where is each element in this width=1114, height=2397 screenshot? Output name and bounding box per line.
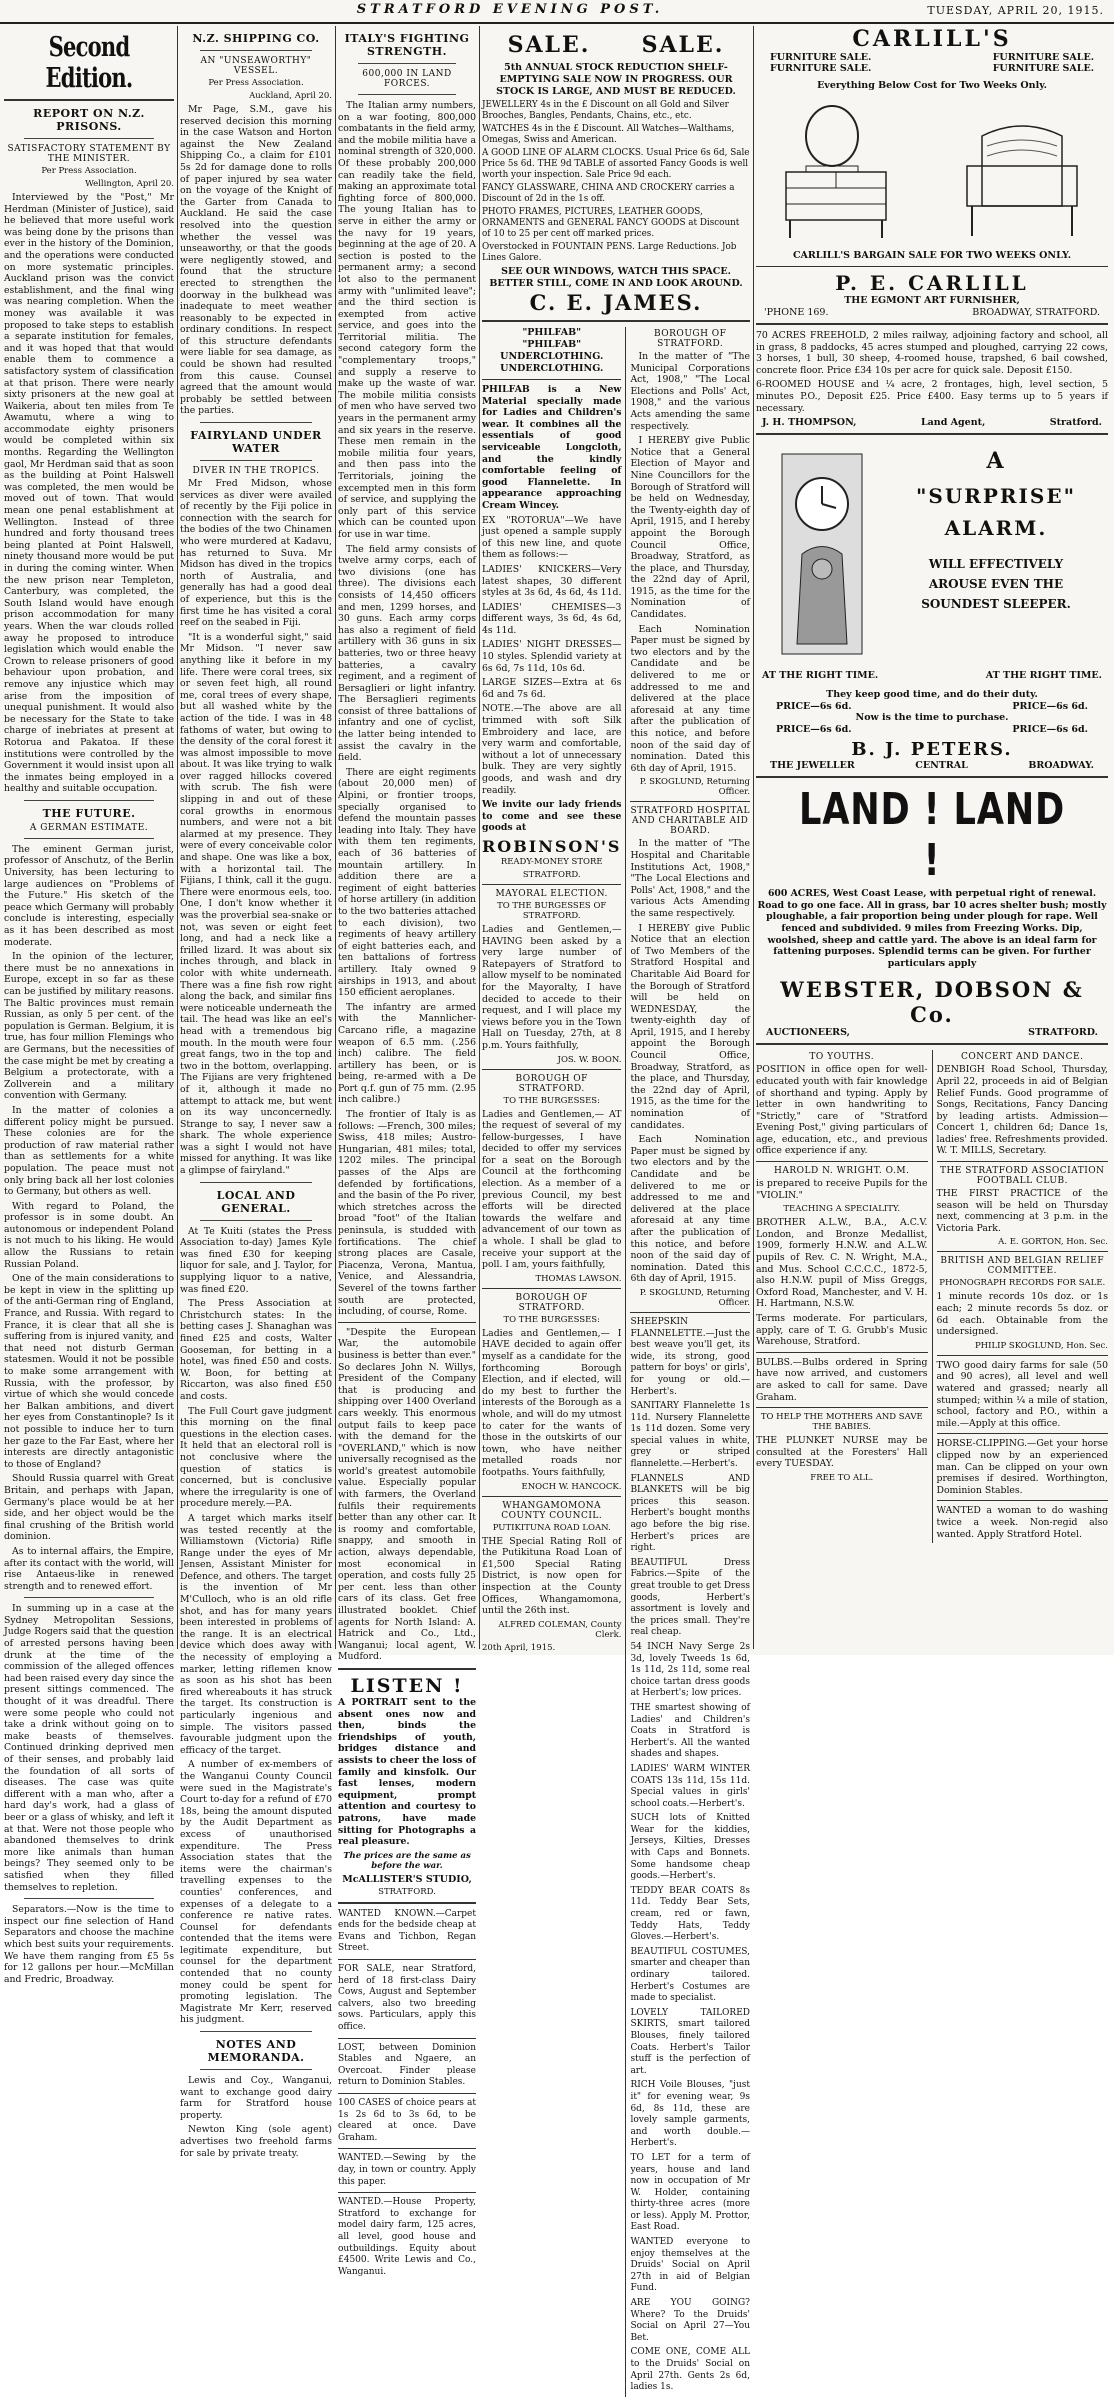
sale-subheading: 5th ANNUAL STOCK REDUCTION SHELF-EMPTYING SALE NOW IN PROGRESS. OUR STOCK IS LARGE, AND MUST BE REDUCED.	[496, 62, 736, 97]
advert-text: "Despite the European War, the automobile business is better than ever." So declares John N. Willys, President of the Company that is producing and shipping over 1400 Overland cars weekly. This enormous output fails to keep pace with the demand for the "OVERLAND," which is now universally recognised as the world's greatest automobile value. Especially popular with farmers, the Overland fulfils their requirements better than any other car. It is roomy and comfortable, snappy, and smooth in action, always dependable, most economical in operation, and costs fully 25 per cent. less than other cars of its class. Get free illustrated booklet. Chief agents for North Island: A. Hatrick and Co., Ltd., Wanganui; local agent, W. Mudford.	[338, 1326, 476, 1663]
notice-text: I HEREBY give Public Notice that a General Election of Mayor and Nine Councillors for the Borough of Stratford will be held on Wednesday, the Twenty-eighth day of April, 1915, and I hereby appoint the Borough Council Office, Broadway, Stratford, as the place, and Thursday, the 22nd day of April, 1915, as the time for the Nomination of Candidates.	[630, 435, 750, 621]
robinson-name: ROBINSON'S	[482, 836, 622, 856]
notice-text: THE FIRST PRACTICE of the season will be held on Thursday next, commencing at 3 p.m. in the Victoria Park.	[936, 1188, 1108, 1234]
classified-ad: HORSE-CLIPPING.—Get your horse clipped now by an experienced man. Can be clipped on your own premises if desired. Worthington, Dominion Stables.	[936, 1438, 1108, 1496]
article-heading: REPORT ON N.Z. PRISONS.	[33, 107, 145, 133]
notice-signature: ALFRED COLEMAN, County Clerk.	[498, 1619, 622, 1640]
article-text: "It is a wonderful sight," said Mr Midson. "I never saw anything like it before in my life. There were coral trees, six or seven feet high, all round me, coral trees of every shape, but all washed white by the action of the tide. I was in 48 fathoms of water, but owing to the density of the coral forest it was almost impossible to move about. It was like trying to walk over ragged hillocks covered with scrub. The fish were slipping in and out of these coral growths in enormous numbers, and were not a bit alarmed at my presence. They were of every conceivable color and shape. One was like a box, with a horizontal tail. The Fijians, I think, call it the gugu. There were enormous eels, too. One, I don't know whether it was the proverbial sea-snake or not, was seven or eight feet long, and had a neck like a frilled lizard. It was about six inches through, and black in color with white underneath. There was a fine fish row right along the back, and similar fins were noticeable underneath the tail. The head was like an eel's head with a tremendous big mouth. In the mouth were four great fangs, two in the top and two in the bottom, overlapping. The Fijians are very frightened of it, although it made no attempt to attack me, but went on its way unconcernedly. Strange to say, I never saw a shark. The whole experience was a sight I would not have missed for anything. It was like a glimpse of fairyland."	[180, 631, 332, 1177]
dateline: Auckland, April 20.	[249, 91, 332, 101]
column-1	[4, 26, 174, 1985]
column-rule	[753, 26, 754, 1649]
property-listing: 6-ROOMED HOUSE and ¼ acre, 2 frontages, high, level section, 5 minutes P.O., Deposit £25. Price £400. Easy terms up to 5 years if necessary.	[756, 379, 1108, 414]
notice-text: Ladies and Gentlemen,— I HAVE decided to again offer myself as a candidate for the forthcoming Borough Election, and if elected, will do my best to further the interests of the Borough as a whole, and will do my utmost to cater for the wants of those in the outskirts of our town, who have neither metalled roads nor footpaths. Yours faithfully,	[482, 1327, 622, 1478]
robinson-town: STRATFORD.	[522, 869, 581, 880]
article-text: As to internal affairs, the Empire, after its contact with the world, will rise Antaeus-like in renewed strength and to renewed effort.	[4, 1545, 174, 1592]
masthead-date: TUESDAY, APRIL 20, 1915.	[927, 4, 1104, 17]
alarm-a: A	[986, 448, 1006, 475]
classified-ad: SHEEPSKIN FLANNELETTE.—Just the best weave you'll get, its wide, its strong, good pattern for boys' or girls', for young or old.—Herbert's.	[630, 1316, 750, 1397]
teacher-text: Terms moderate. For particulars, apply, care of T. G. Grubb's Music Warehouse, Stratford.	[756, 1313, 928, 1348]
notice-subheading: TO THE BURGESSES OF STRATFORD.	[497, 900, 607, 921]
masthead-title: STRATFORD EVENING POST.	[356, 2, 664, 17]
notice-text: In the matter of "The Municipal Corporations Act, 1908," "The Local Elections and Polls' Act, 1908," and the various Acts amending the same respectively.	[630, 351, 750, 432]
classified-ad: TWO good dairy farms for sale (50 and 90 acres), all level and well watered and grassed; nearly all stumped; within ¼ a mile of station, school, factory and P.O., within a mile.—Apply at this office.	[936, 1359, 1108, 1429]
carlill-advert	[756, 26, 1108, 318]
notice-heading: WHANGAMOMONA COUNTY COUNCIL.	[501, 1500, 603, 1521]
article-text: The field army consists of twelve army corps, each of two divisions (one has three). The divisions each consists of 14,450 officers and men, 1299 horses, and 30 guns. Each army corps has also a regiment of field artillery with 36 guns in six batteries, two or three heavy batteries, a cavalry regiment, and a regiment of Bersaglieri or light infantry. The Bersaglieri regiments consist of three battalions of infantry and one of cyclist, the latter being intended to assist the cavalry in the field.	[338, 543, 476, 764]
notice-text: Ladies and Gentlemen,— AT the request of several of my fellow-burgesses, I have decided to offer my services for a seat on the Borough Council at the forthcoming election. As a member of a previous Council, my best efforts will be directed towards the welfare and advancement of our town as a whole. I shall be glad to receive your support at the poll. I am, yours faithfully,	[482, 1108, 622, 1271]
article-text: The eminent German jurist, professor of Anschutz, of the Berlin University, has been lecturing to large audiences on "Problems of the Future." His sketch of the peace which Germany will probably conclude is interesting, especially as it has been described as most moderate.	[4, 843, 174, 948]
notice-heading: THE STRATFORD ASSOCIATION FOOTBALL CLUB.	[939, 1166, 1105, 1187]
advert-town: STRATFORD.	[378, 1886, 436, 1897]
alarm-surprise: "SURPRISE"	[915, 484, 1077, 509]
article-text: A target which marks itself was tested recently at the Williamstown (Victoria) Rifle Range under the eyes of Mr Jensen, Assistant Minister for Defence, and others. The target is the invention of Mr M'Culloch, who is an old rifle shot, and has for many years been interested in problems of the range. It is an electrical device which does away with the necessity of employing a marker, letting riflemen know as soon as his shot has been fired whereabouts it has struck the target. Its construction is particularly ingenious and simple. The visitors passed favourable judgment upon the efficacy of the target.	[180, 1512, 332, 1756]
article-text: In the opinion of the lecturer, there must be no annexations in Europe, except in so far as these can be justified by military reasons. The Baltic provinces must remain Russian, as only 5 per cent. of the population is German. Belgium, it is true, has four million Flemings who are Germans, but the necessities of the case might be met by creating a Belgium a protectorate, with a Zollverein and a military convention with Germany.	[4, 951, 174, 1102]
classified-ad: LOST, between Dominion Stables and Ngaere, an Overcoat. Finder please return to Dominion Stables.	[338, 2042, 476, 2088]
notice-signature: ENOCH W. HANCOCK.	[521, 1481, 622, 1492]
auctioneer-town: STRATFORD.	[1028, 1027, 1098, 1039]
classified-ad: 100 CASES of choice pears at 1s 2s 6d to 3s 6d, to be cleared at once. Dave Graham.	[338, 2098, 476, 2143]
alarm-price: PRICE—6s 6d.	[1012, 724, 1088, 736]
article-text: Mr Fred Midson, whose services as diver were availed of recently by the Fiji police in connection with the search for the bodies of the two Chinamen who were murdered at Kadavu, has returned to Suva. Mr Midson has dived in the tropics north of Australia, and generally has had a good deal of experience, but this is the first time he has visited a coral reef on the seabed in Fiji.	[180, 478, 332, 629]
sale-advert	[482, 32, 750, 315]
byline: Per Press Association.	[208, 78, 304, 88]
alarm-line: AROUSE EVEN THE	[928, 577, 1064, 592]
sale-line: JEWELLERY 4s in the £ Discount on all Gold and Silver Brooches, Bangles, Pendants, Chains, etc., etc.	[482, 100, 729, 121]
philfab-subheading: UNDERCLOTHING.	[500, 363, 604, 374]
notice-text: 1 minute records 10s doz. or 1s each; 2 minute records 5s doz. or 6d each. Obtainable from the undersigned.	[936, 1291, 1108, 1338]
column-5	[756, 26, 1108, 1649]
classified-ad: FLANNELS AND BLANKETS will be big prices this season. Herbert's bought months ago before the big rise. Herbert's prices are right.	[630, 1473, 750, 1554]
teacher-text: is prepared to receive Pupils for the "VIOLIN."	[756, 1178, 928, 1201]
agent-town: Stratford.	[1049, 417, 1102, 429]
notice-signature: THOMAS LAWSON.	[535, 1273, 622, 1284]
sale-heading: SALE.	[507, 32, 591, 58]
alarm-title: ALARM.	[944, 516, 1048, 541]
notice-text: Each Nomination Paper must be signed by two electors and by the Candidate and be delivered to me or addressed to me and delivered at the place aforesaid at any time after the publication of this notice, and before noon of the said day of nomination. Dated this 6th day of April, 1915.	[630, 1134, 750, 1285]
article-text: Lewis and Coy., Wanganui, want to exchange good dairy farm for Stratford house property.	[180, 2075, 332, 2121]
article-text: Newton King (sole agent) advertises two freehold farms for sale by private treaty.	[180, 2124, 332, 2159]
furniture-sale: FURNITURE SALE.	[992, 63, 1094, 74]
alarm-line: SOUNDEST SLEEPER.	[921, 597, 1071, 612]
edition-title: Second Edition.	[45, 32, 133, 94]
article-text: A number of ex-members of the Wanganui County Council were sued in the Magistrate's Court to-day for a refund of £70 18s, being the amount disputed by the Audit Department as excess of unauthorised expenditure. The Press Association states that the items were the chairman's travelling expenses to the counties' conferences, and expenses of a delegate to a conference re native rates. Counsel for defendants contended that the items were legitimate expenditure, but counsel for the department contended that no county money could be spent for promoting legislation. The Magistrate Mr Kerr, reserved his judgment.	[180, 1759, 332, 2026]
classified-ad: WANTED KNOWN.—Carpet ends for the bedside cheap at Evans and Tichbon, Regan Street.	[338, 1908, 476, 1954]
alarm-keep: They keep good time, and do their duty.	[826, 689, 1038, 701]
article-subheading: SATISFACTORY STATEMENT BY THE MINISTER.	[7, 144, 171, 164]
agent-title: Land Agent,	[920, 417, 986, 429]
classified-ad: BEAUTIFUL Dress Fabrics.—Spite of the great trouble to get Dress goods, Herbert's assortment is lovely and the prices small. They're real cheap.	[630, 1557, 750, 1638]
classified-ad: WANTED a woman to do washing twice a week. Non-regid also wanted. Apply Stratford Hotel.	[936, 1505, 1108, 1540]
classified-ad: COME ONE, COME ALL to the Druids' Social on April 27th. Gents 2s 6d, ladies 1s.	[630, 2347, 750, 2393]
notice-text: Ladies and Gentlemen,— HAVING been asked by a very large number of Ratepayers of Stratford to allow myself to be nominated for the Mayoralty, I have decided to accede to their request, and I will place my views before you in the Town Hall on Tuesday, 27th, at 8 p.m. Yours faithfully,	[482, 923, 622, 1051]
sale-advertiser: C. E. JAMES.	[529, 290, 703, 315]
borough-notices	[630, 327, 750, 2397]
agent-name: J. H. THOMPSON,	[762, 417, 857, 429]
advert-text: NOTE.—The above are all trimmed with soft Silk Embroidery and lace, are very warm and comfortable, without a lot of unnecessary bulk. They are very sightly goods, and wash and dry readily.	[482, 703, 622, 796]
advert-text: LADIES' NIGHT DRESSES—10 styles. Splendid variety at 6s 6d, 7s 11d, 10s 6d.	[482, 639, 622, 674]
notice-heading: BOROUGH OF STRATFORD.	[515, 1292, 588, 1313]
alarm-price: PRICE—6s 6d.	[776, 724, 852, 736]
notice-subheading: PHONOGRAPH RECORDS FOR SALE.	[939, 1278, 1106, 1289]
property-listing: 70 ACRES FREEHOLD, 2 miles railway, adjoining factory and school, all in grass, 8 paddocks, 45 acres stumped and ploughed, carrying 22 cows, 3 horses, 1 bull, 30 sheep, 4-roomed house, trapshed, 6 bail cowshed, concrete floor. Price £34 10s per acre for quick sale. Deposit £150.	[756, 330, 1108, 376]
classified-ad: WANTED.—House Property, Stratford to exchange for model dairy farm, 125 acres, all level, good house and outbuildings. Equity about £4500. Write Lewis and Co., Wanganui.	[338, 2197, 476, 2277]
column-rule	[479, 26, 480, 1649]
advert-text: We invite our lady friends to come and see these goods at	[482, 799, 622, 834]
notice-text: THE Special Rating Roll of the Putikituna Road Loan of £1,500 Special Rating District, is now open for inspection at the County Offices, Whangamomona, until the 26th inst.	[482, 1535, 622, 1617]
teacher-specialty: TEACHING A SPECIALITY.	[783, 1204, 901, 1215]
dateline: Wellington, April 20.	[85, 179, 174, 189]
classified-ad: 54 INCH Navy Serge 2s 3d, lovely Tweeds 1s 6d, 1s 11d, 2s 11d, some real choice tartan dress goods at Herbert's; low prices.	[630, 1641, 750, 1699]
notice-signature: P. SKOGLUND, Returning Officer.	[639, 1287, 750, 1308]
auctioneer-title: AUCTIONEERS,	[766, 1027, 850, 1039]
classified-ad: RICH Voile Blouses, "just it" for evening wear, 9s 6d, 8s 11d, these are lovely sample garments, and worth double.—Herbert's.	[630, 2080, 750, 2149]
advert-text: LARGE SIZES—Extra at 6s 6d and 7s 6d.	[482, 677, 622, 700]
notice-subheading: TO THE BURGESSES:	[503, 1095, 600, 1106]
jeweller-location: CENTRAL	[915, 760, 968, 772]
philfab-advert	[482, 327, 626, 2397]
article-subheading: DIVER IN THE TROPICS.	[192, 466, 320, 477]
advert-note: The prices are the same as before the war.	[343, 1850, 471, 1871]
byline: Per Press Association.	[41, 166, 137, 176]
article-text: In the matter of colonies a different policy might be pursued. These colonies are for the production of raw material rather than as settlements for a white population. The peace must not only bring back all her lost colonies to Germany, but others as well.	[4, 1104, 174, 1198]
article-text: The frontier of Italy is as follows: —French, 300 miles; Swiss, 418 miles; Austro-Hungarian, 481 miles; total, 1202 miles. The principal passes of the Alps are defended by fortifications, and the basin of the Po river, which stretches across the broad "foot" of the Italian peninsula, is studded with fortifications. The chief strong places are Casale, Piacenza, Verona, Mantua, Venice, and Alessandria, Severel of the towns farther south are protected, including, of course, Rome.	[338, 1109, 476, 1318]
furniture-illustration	[762, 96, 1102, 246]
article-text: The Full Court gave judgment this morning on the final questions in the election cases. It held that an electoral roll is not conclusive where the question of statics is concerned, but is conclusive where the irregularity is one of procedure merely.—P.A.	[180, 1405, 332, 1510]
article-subheading: A GERMAN ESTIMATE.	[29, 822, 149, 833]
classified-ad: TO LET for a term of years, house and land now in occupation of Mr W. Holder, containing thirty-three acres (more or less). Apply M. Prottor, East Road.	[630, 2152, 750, 2233]
sale-line: PHOTO FRAMES, PICTURES, LEATHER GOODS, ORNAMENTS and GENERAL FANCY GOODS at Discount of 10 to 25 per cent off marked prices.	[482, 207, 740, 239]
notice-heading: BRITISH AND BELGIAN RELIEF COMMITTEE.	[940, 1256, 1105, 1277]
article-subheading: 600,000 IN LAND FORCES.	[362, 69, 452, 89]
teacher-name: HAROLD N. WRIGHT. O.M.	[774, 1166, 910, 1177]
philfab-heading: "PHILFAB"	[522, 339, 582, 350]
classified-ad: SUCH lots of Knitted Wear for the kiddies, Jerseys, Kilties, Dresses with Caps and Bonnets. Some handsome cheap goods.—Herbert's.	[630, 1813, 750, 1882]
advert-text: PHILFAB is a New Material specially made for Ladies and Children's wear. It combines all the essentials of good serviceable Longcloth, and the kindly comfortable feeling of good Flannelette. In appearance approaching Cream Wincey.	[482, 384, 622, 511]
teacher-text: BROTHER A.L.W., B.A., A.C.V. London, and Bronze Medallist, 1909, formerly H.N.W. and A.L.W. pupils of Rev. C. N. Wright, M.A., and Mus. School C.C.C.C., 1872-5, also H.N.W. pupil of Miss Greggs, Oxford Road, Manchester, and V. H. H. Hartmann, N.S.W.	[756, 1217, 928, 1310]
alarm-advert	[756, 440, 1108, 670]
notice-heading: TO YOUTHS.	[809, 1052, 875, 1063]
carlill-phone: 'PHONE 169.	[764, 307, 829, 318]
carlill-name: P. E. CARLILL	[835, 271, 1029, 295]
column-3	[338, 26, 476, 2277]
advert-text: Separators.—Now is the time to inspect our fine selection of Hand Separators and choose the machine which best suits your requirements. We have them ranging from £5 5s for 12 gallons per hour.—McMillan and Fredric, Broadway.	[4, 1904, 174, 1985]
advert-name: McALLISTER'S STUDIO,	[342, 1873, 472, 1885]
sale-line: FANCY GLASSWARE, CHINA AND CROCKERY carries a Discount of 2d in the 1s off.	[482, 183, 735, 204]
jeweller-name: B. J. PETERS.	[851, 739, 1013, 761]
philfab-heading: "PHILFAB"	[522, 327, 582, 338]
philfab-subheading: UNDERCLOTHING.	[500, 351, 604, 362]
notice-heading: CONCERT AND DANCE.	[961, 1052, 1084, 1063]
article-heading: THE FUTURE.	[42, 806, 136, 820]
sale-line: A GOOD LINE OF ALARM CLOCKS. Usual Price 6s 6d, Sale Price 5s 6d. THE 9d TABLE of assorted Fancy Goods is well worth your inspection. Sale Price 9d each.	[482, 148, 750, 180]
article-text: In summing up in a case at the Sydney Metropolitan Sessions, Judge Rogers said that the question of arrested persons having been drunk at the time of the commission of the alleged offences had been raised every day since the present sittings commenced. The thought of it was dreadful. There were some people who could not take a drink without going on to make beasts of themselves. Continued drinking deprived men of their senses, and probably laid the foundation of all sorts of diseases. The case was quite different with a man who, after a hard day's work, had a glass of beer or a glass of whisky, and left it at that. Were not those people who abandoned themselves to drink more like animals than human beings? They seemed only to be satisfied when they filled themselves to repletion.	[4, 1603, 174, 1893]
article-subheading: AN "UNSEAWORTHY" VESSEL.	[200, 56, 312, 76]
article-heading: ITALY'S FIGHTING STRENGTH.	[344, 32, 470, 58]
article-heading: N.Z. SHIPPING CO.	[192, 32, 320, 45]
alarm-price: PRICE—6s 6d.	[776, 701, 852, 713]
alarm-now: Now is the time to purchase.	[855, 712, 1009, 724]
advert-text: A PORTRAIT sent to the absent ones now and then, binds the friendships of youth, bridges distance and assists to cheer the loss of family and kinsfolk. Our fast lenses, modern equipment, prompt attention and courtesy to patrons, have made sitting for Photographs a real pleasure.	[338, 1696, 476, 1848]
advert-text: LADIES' KNICKERS—Very latest shapes, 30 different styles at 3s 6d, 4s 6d, 4s 11d.	[482, 563, 622, 599]
notice-heading: MAYORAL ELECTION.	[495, 888, 608, 899]
article-text: Mr Page, S.M., gave his reserved decision this morning in the case Watson and Horton against the New Zealand Shipping Co., a claim for £101 5s 2d for damage done to rolls of paper injured by sea water on the voyage of the Knight of the Garter from Canada to Auckland. He said the case resolved into the question whether the vessel was unseaworthy, or that the goods were negligently stowed, and found that the structure erected to strengthen the doorway in the bulkhead was inadequate to meet weather reasonably to be expected in ordinary conditions. In respect of this structure defendants were liable for sea damage, as could be shown had resulted from this cause. Counsel agreed that the amount would probably be settled between the parties.	[180, 104, 332, 417]
clock-illustration	[762, 444, 882, 664]
notice-signature: A. E. GORTON, Hon. Sec.	[998, 1237, 1108, 1248]
masthead	[0, 0, 1114, 24]
advert-text: EX "ROTORUA"—We have just opened a sample supply of this new line, and quote them as follows:—	[482, 514, 622, 561]
article-text: The Italian army numbers, on a war footing, 800,000 combatants in the field army, and the mobile militia have a nominal strength of 320,000. Of these probably 200,000 can readily take the field, making an approximate total fighting force of 800,000. The young Italian has to serve in either the army or the navy for 19 years, beginning at the age of 20. A section is posted to the permanent army; a second lot also to the permanent army with "unlimited leave"; and the third section is exempted from active service, and goes into the Territorial militia. The second category form the "complementary troops," and supply a reserve to make up the waste of war. The mobile militia consists of men who have served two years in the permanent army and six years in the reserve. These men remain in the mobile militia four years, and then pass into the Territorials, joining the excempted men in this form of service, and supplying the only part of this service which can be counted upon for use in war time.	[338, 100, 476, 540]
furniture-sale: FURNITURE SALE.	[770, 63, 872, 74]
column-4	[482, 26, 750, 2393]
sale-heading: SALE.	[641, 32, 725, 58]
carlill-title: THE EGMONT ART FURNISHER,	[844, 295, 1020, 306]
carlill-address: BROADWAY, STRATFORD.	[972, 307, 1100, 318]
notice-signature: PHILIP SKOGLUND, Hon. Sec.	[974, 1340, 1108, 1351]
classified-ad: BEAUTIFUL COSTUMES, smarter and cheaper than ordinary tailored. Herbert's Costumes are made to specialist.	[630, 1946, 750, 2004]
alarm-price: PRICE—6s 6d.	[1012, 701, 1088, 713]
classified-ad: BULBS.—Bulbs ordered in Spring have now arrived, and customers are asked to call for same. Dave Graham.	[756, 1356, 928, 1403]
column-2	[180, 26, 332, 2159]
notice-subheading: TO THE BURGESSES:	[503, 1314, 600, 1325]
advert-text: LADIES' CHEMISES—3 different ways, 3s 6d, 4s 6d, 4s 11d.	[482, 601, 622, 636]
notice-date: 20th April, 1915.	[482, 1642, 556, 1653]
article-text: Should Russia quarrel with Great Britain, and perhaps with Japan, Germany's place would be at her side, and her object would be the final crushing of the British world dominion.	[4, 1473, 174, 1543]
notice-text: POSITION in office open for well-educated youth with fair knowledge of shorthand and typing. Apply by letter in own handwriting to "Strictly," care of "Stratford Evening Post," giving particulars of age, education, etc., and previous office experience if any.	[756, 1064, 928, 1157]
classified-ad: WANTED.—Sewing by the day, in town or country. Apply this paper.	[338, 2153, 476, 2187]
notice-heading: BOROUGH OF STRATFORD.	[515, 1073, 588, 1094]
notice-heading: TO HELP THE MOTHERS AND SAVE THE BABIES.	[760, 1412, 923, 1433]
furniture-sale: FURNITURE SALE.	[992, 52, 1094, 63]
carlill-bargain: CARLILL'S BARGAIN SALE FOR TWO WEEKS ONLY.	[792, 250, 1072, 261]
notice-signature: P. SKOGLUND, Returning Officer.	[639, 777, 750, 798]
classified-ad: LOVELY TAILORED SKIRTS, smart tailored Blouses, finely tailored Coats. Herbert's Tailor stuff is the perfection of art.	[630, 2007, 750, 2076]
classified-ad: WANTED everyone to enjoy themselves at the Druids' Social on April 27th in aid of Belgian Fund.	[630, 2237, 750, 2294]
sale-callout: SEE OUR WINDOWS, WATCH THIS SPACE. BETTER STILL, COME IN AND LOOK AROUND.	[489, 266, 743, 289]
classified-ad: TEDDY BEAR COATS 8s 11d. Teddy Bear Sets, cream, red or fawn, Teddy Hats, Teddy Gloves.—Herbert's.	[630, 1885, 750, 1943]
article-text: The infantry are armed with the Mannlicher-Carcano rifle, a magazine weapon of 6.5 mm. (.256 inch) calibre. The field artillery has been, or is being, re-armed with a De Port q.f. gun of 75 mm. (2.95 inch calibre.)	[338, 1001, 476, 1106]
land-text: 600 ACRES, West Coast Lease, with perpetual right of renewal. Road to go one face. All in grass, bar 10 acres shelter bush; mostly ploughable, a fair proportion being under plough for rape. Well fenced and subdivided. 9 miles from Freezing Works. Dip, woolshed, sheep and cattle yard. The above is an ideal farm for fattening purposes. Splendid terms can be given. For further particulars apply	[757, 888, 1107, 969]
column-rule	[177, 26, 178, 1649]
robinson-sub: READY-MONEY STORE	[500, 856, 603, 867]
furniture-sale: FURNITURE SALE.	[770, 52, 872, 63]
article-text: One of the main considerations to be kept in view in the splitting up of the anti-German ring of England, France, and Russia. With regard to France, it is clear that all she is suffering from is injured vanity, and that need not disturb German statesmen. Would it not be possible to make some arrangement with Russia, with the professor, by virtue of which she would concede her Balkan ambitions, and divert her eyes from Constantinople? Is it not possible to induce her to turn her gaze to the Far East, where her interests are directly antagonistic to those of England?	[4, 1273, 174, 1470]
classified-ad: THE smartest showing of Ladies' and Children's Coats in Stratford is Herbert's. All the wanted shades and shapes.	[630, 1702, 750, 1760]
auctioneer-name: WEBSTER, DOBSON & Co.	[780, 977, 1084, 1028]
land-heading: LAND ! LAND !	[798, 784, 1066, 887]
notice-subheading: PUTIKITUNA ROAD LOAN.	[492, 1522, 611, 1533]
article-heading: FAIRYLAND UNDER WATER	[190, 429, 322, 456]
notice-text: In the matter of "The Hospital and Charitable Institutions Act, 1908," "The Local Elections and Polls' Act, 1908," and the various Acts Amending the same respectively.	[630, 838, 750, 919]
notice-heading: BOROUGH OF STRATFORD.	[654, 329, 727, 349]
notice-free: FREE TO ALL.	[810, 1472, 874, 1483]
column-rule	[335, 26, 336, 1649]
classified-ad: ARE YOU GOING? Where? To the Druids' Social on April 27—You Bet.	[630, 2298, 750, 2343]
notice-text: DENBIGH Road School, Thursday, April 22, proceeds in aid of Belgian Relief Funds. Good programme of Songs, Recitations, Fancy Dancing by leading artists. Admission—Concert 1, children 6d; Dance 1s, ladies' free. Refreshments provided. W. T. MILLS, Secretary.	[936, 1064, 1108, 1157]
alarm-right-time: AT THE RIGHT TIME.	[985, 670, 1102, 682]
alarm-line: WILL EFFECTIVELY	[928, 557, 1064, 572]
classified-ad: LADIES' WARM WINTER COATS 13s 11d, 15s 11d. Special values in girls' school coats.—Herbert's.	[630, 1763, 750, 1809]
jeweller-street: BROADWAY.	[1028, 760, 1094, 772]
article-text: Interviewed by the "Post," Mr Herdman (Minister of Justice), said he believed that more useful work was being done by the prisons than ever in the history of the Dominion, and the operations were conducted on more systematic principles. Auckland prison was the convict establishment, and the final wing was nearing completion. When the money was available it was proposed to take steps to establish a separate institution for females, and it was hoped that that would enable them to commence a satisfactory system of classification at that prison. There were nearly sixty prisoners at the new goal at Waikeria, about ten miles from Te Awamutu, where a wing to accommodate eighty prisoners would be completed within six months. Regarding the Wellington gaol, Mr Herdman said that as soon as the building at Point Halswell was completed, the men would be moved out of town. That would mean one penal establishment at Wellington. Instead of three hundred and forty thousand trees being planted at Point Halswell, ninety thousand more would be put in during the coming winter. When the new prison near Templeton, Canterbury, was completed, the South Island would have enough prison accommodation for many years. When the war clouds rolled away he proposed to introduce legislation which would enable the Crown to release prisoners of good behaviour upon probation, and remove any injustice which may arise from the imposition of unequal punishment. It would also be necessary for the State to take charge of inebriates at present at Rotorua and Pakatoa. If these institutions were controlled by the Government it would insist upon all the inmates being employed in a healthy and suitable occupation.	[4, 192, 174, 795]
notice-signature: JOS. W. BOON.	[557, 1054, 622, 1065]
advert-heading: LISTEN !	[350, 1674, 464, 1697]
carlill-callout: Everything Below Cost for Two Weeks Only.	[817, 80, 1047, 91]
article-text: There are eight regiments (about 20,000 men) of Alpini, or frontier troops, specially organised to defend the mountain passes leading into Italy. They have with them ten regiments, each of 36 batteries of mountain artillery. In addition there are a regiment of eight batteries of horse artillery (in addition to the two batteries attached to each division), two regiments of heavy artillery of eight batteries each, and ten battalions of fortress artillery. Italy owned 9 airships in 1913, and about 150 efficient aeroplanes.	[338, 766, 476, 999]
article-heading: LOCAL AND GENERAL.	[216, 1188, 296, 1215]
article-text: At Te Kuiti (states the Press Association to-day) James Kyle was fined £30 for keeping liquor for sale, and J. Taylor, for supplying liquor to a native, was fined £20.	[180, 1225, 332, 1295]
notice-text: THE PLUNKET NURSE may be consulted at the Foresters' Hall every TUESDAY.	[756, 1435, 928, 1470]
sale-line: WATCHES 4s in the £ Discount. All Watches—Walthams, Omegas, Swiss and American.	[482, 124, 735, 145]
article-text: With regard to Poland, the professor is in some doubt. An autonomous or independent Poland is not much to his liking. He would allow the Russians to retain Russian Poland.	[4, 1200, 174, 1270]
alarm-right-time: AT THE RIGHT TIME.	[762, 670, 879, 682]
notice-heading: STRATFORD HOSPITAL AND CHARITABLE AID BOARD.	[630, 806, 750, 837]
notice-text: Each Nomination Paper must be signed by two electors and by the Candidate and be delivered to me or addressed to me and delivered at the place aforesaid at any time after the publication of this notice, and before noon of the said day of nomination. Dated this 6th day of April, 1915.	[630, 623, 750, 774]
article-heading: NOTES AND MEMORANDA.	[207, 2038, 305, 2065]
article-text: The Press Association at Christchurch states: In the betting cases J. Shanaghan was fined £25 and costs, Walter Gooseman, for betting in a hotel, was fined £50 and costs. W. Boon, for betting at Riccarton, was also fined £50 and costs.	[180, 1298, 332, 1402]
sale-line: Overstocked in FOUNTAIN PENS. Large Reductions. Job Lines Galore.	[482, 242, 737, 263]
jeweller-title: THE JEWELLER	[770, 760, 855, 772]
classified-ad: SANITARY Flannelette 1s 11d. Nursery Flannelette 1s 11d dozen. Some very special values in white, grey or striped flannelette.—Herbert's.	[630, 1401, 750, 1470]
carlill-heading: CARLILL'S	[852, 26, 1012, 52]
classified-ad: FOR SALE, near Stratford, herd of 18 first-class Dairy Cows, August and September calvers, also two breeding sows. Particulars, apply this office.	[338, 1964, 476, 2033]
notice-text: I HEREBY give Public Notice that an election of Two Members of the Stratford Hospital and Charitable Aid Board for the Borough of Stratford will be held on WEDNESDAY, the twenty-eighth day of April, 1915, and I hereby appoint the Borough Council Office, Broadway, Stratford, as the place, and Thursday, the 22nd day of April, 1915, as the time for the nomination of candidates.	[630, 922, 750, 1131]
